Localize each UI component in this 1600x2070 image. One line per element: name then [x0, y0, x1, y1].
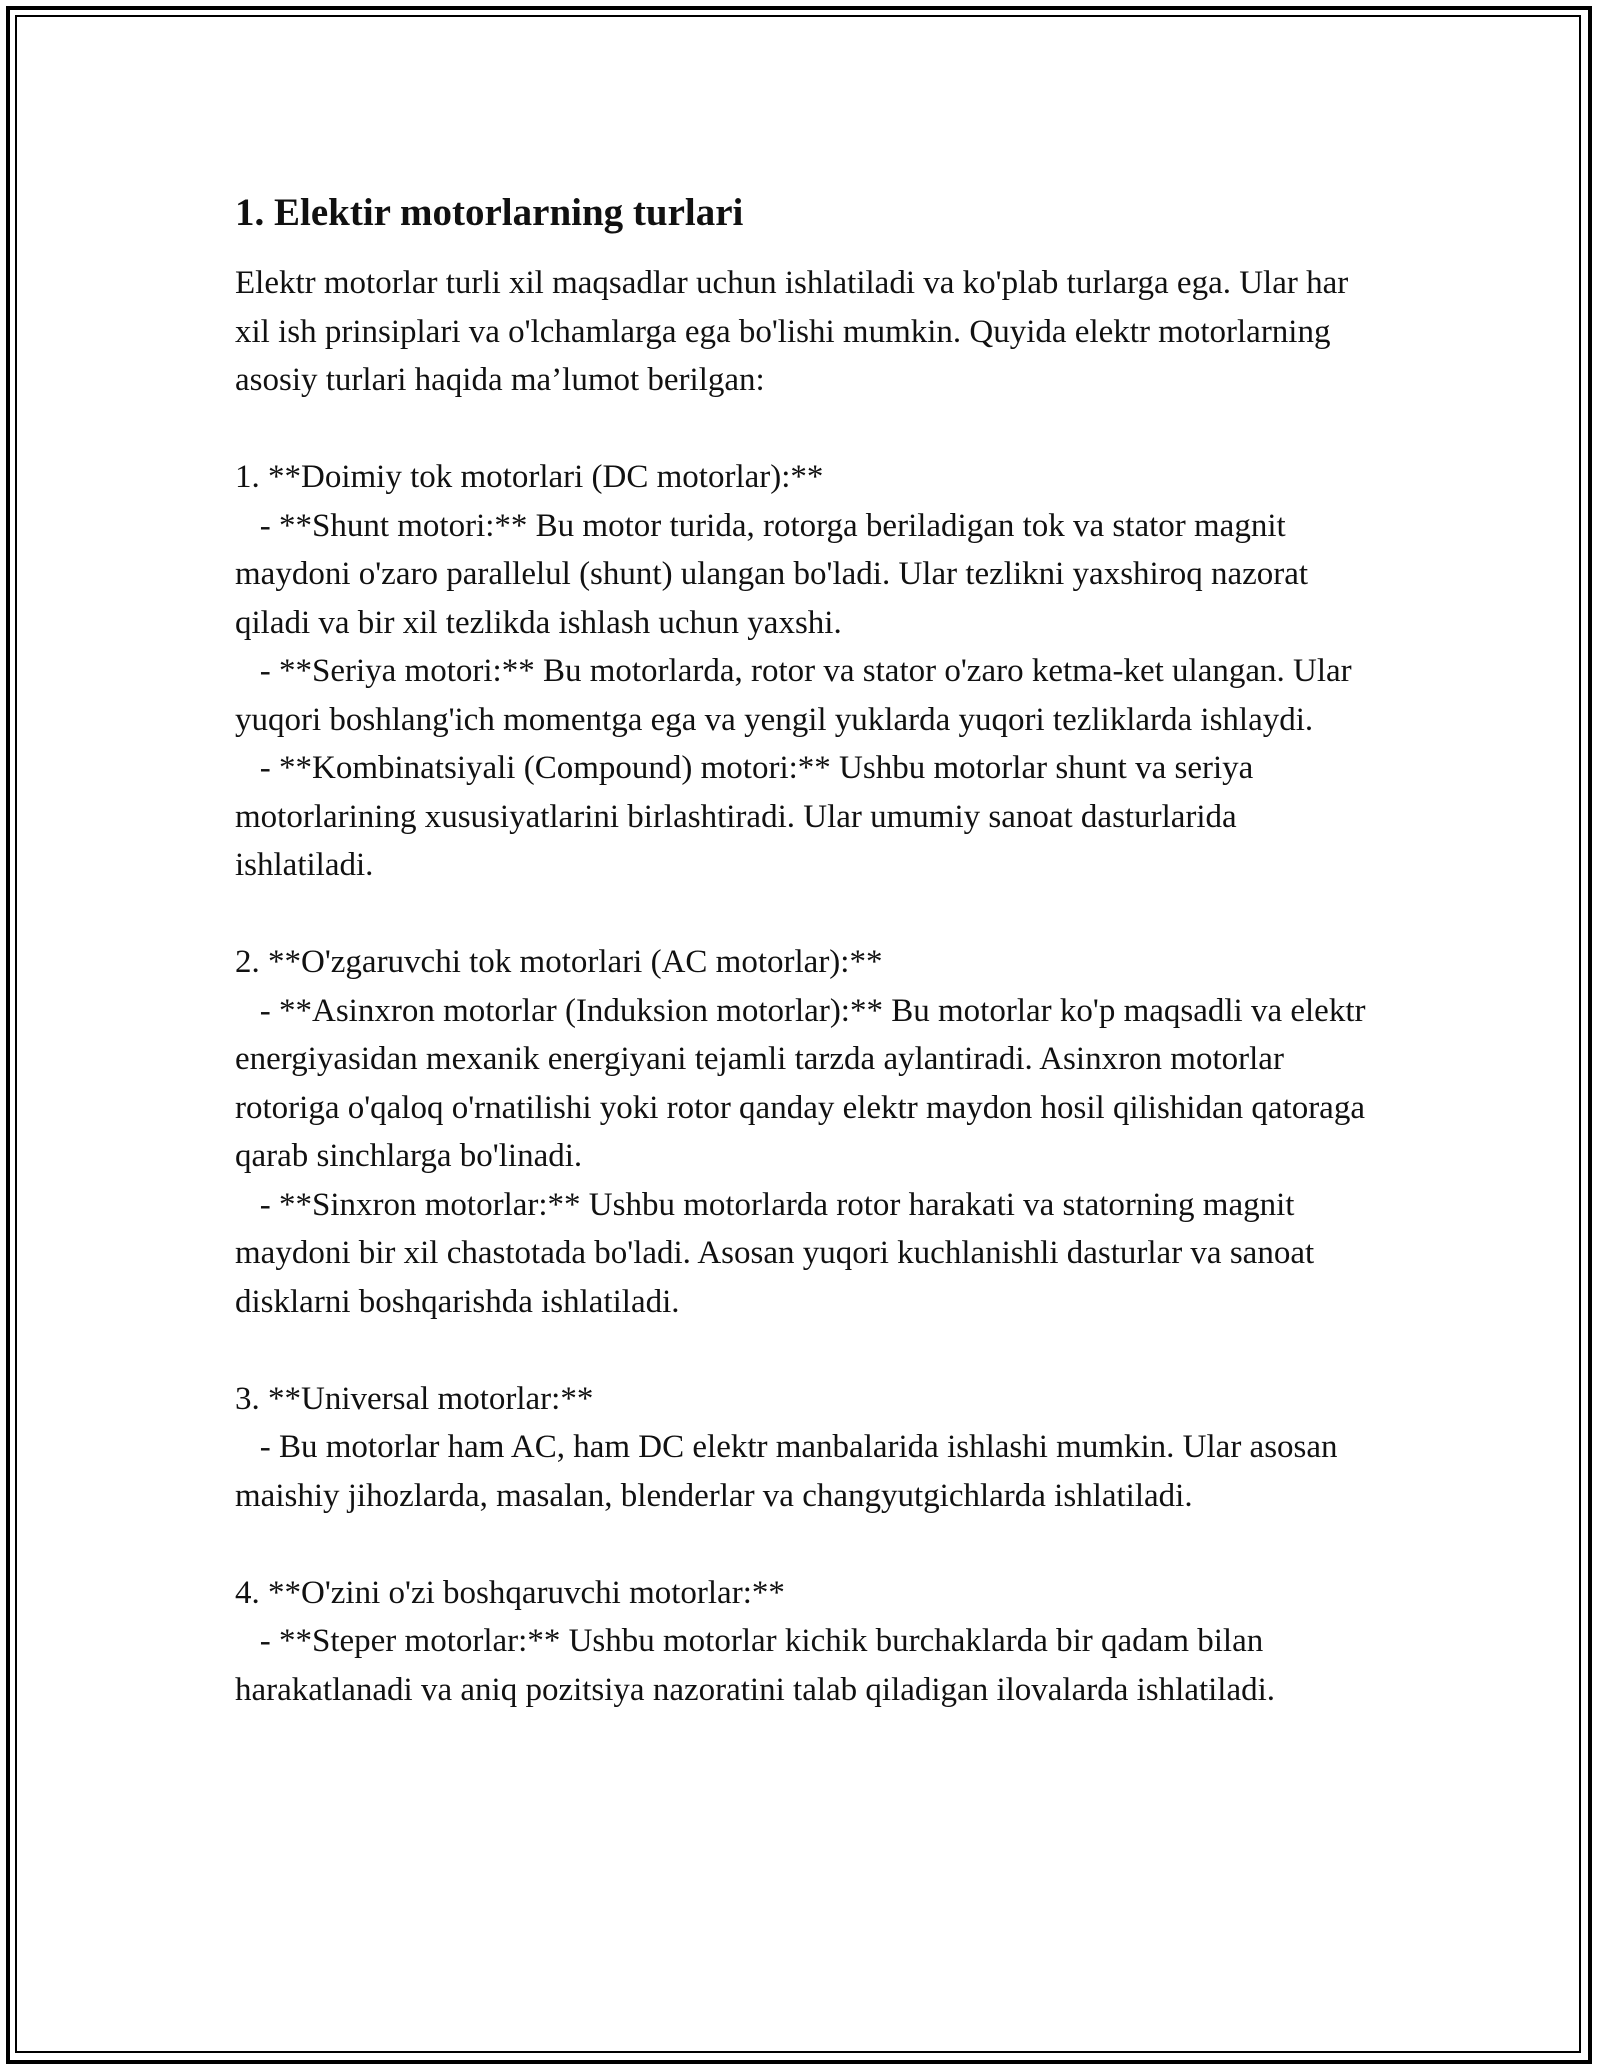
section-heading: 1. Elektir motorlarning turlari [235, 191, 744, 234]
spacer [235, 405, 1370, 454]
list-title-ac: 2. **O'zgaruvchi tok motorlari (AC motorlar):** [235, 944, 883, 980]
spacer [235, 890, 1370, 939]
list-item-universal: - Bu motorlar ham AC, ham DC elektr manbalarida ishlashi mumkin. Ular asosan maishiy jihozlarda, masalan, blenderlar va changyutgichlarda ishlatiladi. [235, 1429, 1346, 1514]
list-item-synchronous: - **Sinxron motorlar:** Ushbu motorlarda rotor harakati va statorning magnit maydoni bir xil chastotada bo'ladi. Asosan yuqori kuchlanishli dasturlar va sanoat disklarni boshqarishda ishlatiladi. [235, 1186, 1323, 1320]
list-item-compound: - **Kombinatsiyali (Compound) motori:** Ushbu motorlar shunt va seriya motorlarining xususiyatlarini birlashtiradi. Ular umumiy sanoat dasturlarida ishlatiladi. [235, 750, 1262, 883]
intro-paragraph: Elektr motorlar turli xil maqsadlar uchun ishlatiladi va ko'plab turlarga ega. Ular har xil ish prinsiplari va o'lchamlarga ega bo'lishi mumkin. Quyida elektr motorlarning asosiy turlari haqida ma’lumot berilgan: [235, 265, 1357, 398]
list-title-dc: 1. **Doimiy tok motorlari (DC motorlar):** [235, 459, 824, 495]
spacer [235, 1326, 1370, 1375]
list-item-series: - **Seriya motori:** Bu motorlarda, rotor va stator o'zaro ketma-ket ulangan. Ular yuqori boshlang'ich momentga ega va yengil yuklarda yuqori tezliklarda ishlaydi. [235, 653, 1360, 738]
document-body [235, 183, 1374, 1714]
list-item-stepper: - **Steper motorlar:** Ushbu motorlar kichik burchaklarda bir qadam bilan harakatlanadi va aniq pozitsiya nazoratini talab qiladigan ilovalarda ishlatiladi. [235, 1623, 1276, 1708]
list-item-asynchronous: - **Asinxron motorlar (Induksion motorlar):** Bu motorlar ko'p maqsadli va elektr energiyasidan mexanik energiyani tejamli tarzda aylantiradi. Asinxron motorlar rotoriga o'qaloq o'rnatilishi yoki rotor qanday elektr maydon hosil qilishidan qatoraga qarab sinchlarga bo'linadi. [235, 992, 1374, 1174]
list-title-self-controlled: 4. **O'zini o'zi boshqaruvchi motorlar:** [235, 1574, 785, 1611]
list-item-shunt: - **Shunt motori:** Bu motor turida, rotorga beriladigan tok va stator magnit maydoni o'zaro parallelul (shunt) ulangan bo'ladi. Ular tezlikni yaxshiroq nazorat qiladi va bir xil tezlikda ishlash uchun yaxshi. [235, 507, 1317, 641]
list-title-universal: 3. **Universal motorlar:** [235, 1380, 594, 1417]
spacer [235, 1520, 1370, 1569]
